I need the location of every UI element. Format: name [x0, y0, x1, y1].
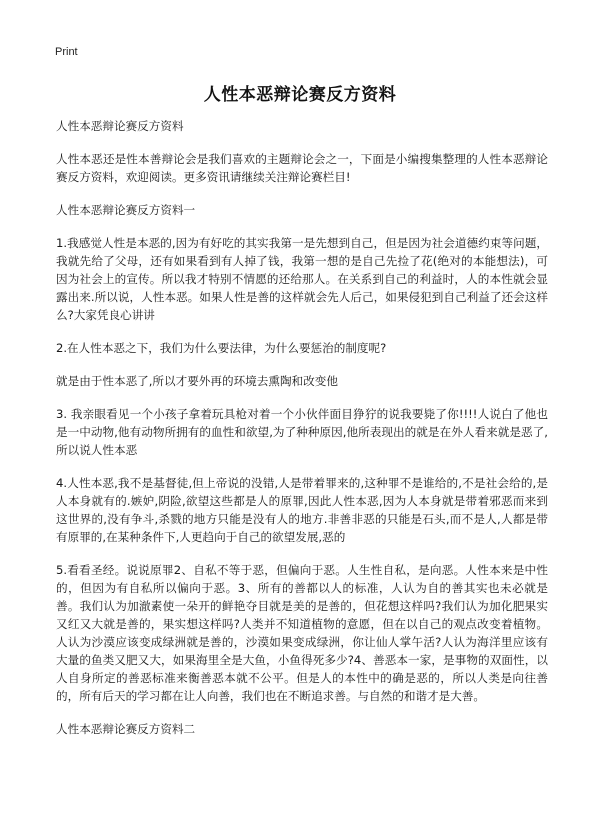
- argument-paragraph: 1.我感觉人性是本恶的,因为有好吃的其实我第一是先想到自己，但是因为社会道德约束等问题，我就先给了父母，还有如果看到有人掉了钱，我第一想的是自己先捡了花(绝对的本能想法)，可因为社会上的宣传。所以我才特别不情愿的还给那人。在关系到自己的利益时，人的本性就会显露出来.所以说，人性本恶。如果人性是善的这样就会先人后己，如果侵犯到自己利益了还会这样么?大家凭良心讲讲: [56, 236, 548, 322]
- argument-paragraph: 4.人性本恶,我不是基督徒,但上帝说的没错,人是带着罪来的,这种罪不是谁给的,不是社会给的,是人本身就有的.嫉妒,阴险,欲望这些都是人的原罪,因此人性本恶,因为人本身就是带着邪恶而来到这世界的,没有争斗,杀戮的地方只能是没有人的地方.非善非恶的只能是石头,而不是人,人都是带有原罪的,在某种条件下,人更趋向于自己的欲望发展,恶的: [56, 476, 548, 544]
- section-heading: 人性本恶辩论赛反方资料: [56, 119, 184, 133]
- print-label[interactable]: Print: [55, 46, 78, 58]
- argument-paragraph: 3. 我亲眼看见一个小孩子拿着玩具枪对着一个小伙伴面目狰狞的说我要毙了你!!!!人说白了他也是一中动物,他有动物所拥有的血性和欲望,为了种种原因,他所表现出的就是在外人看来就是恶了,所以说人性本恶: [56, 407, 548, 457]
- argument-paragraph: 5.看看圣经。说说原罪2、自私不等于恶，但偏向于恶。人生性自私，是向恶。人性本来是中性的，但因为有自私所以偏向于恶。3、所有的善都以人的标准，人认为自的善其实也未必就是善。我们认为加澈素使一朵开的鲜艳夺目就是美的是善的，但花想这样吗?我们认为加化肥果实又红又大就是善的，果实想这样吗?人类并不知道植物的意愿，但在以自己的观点改变着植物。人认为沙漠应该变成绿洲就是善的，沙漠如果变成绿洲，你让仙人掌午活?人认为海洋里应该有大量的鱼类又肥又大，如果海里全是大鱼，小鱼得死多少?4、善恶本一家，是事物的双面性，以人自身所定的善恶标准来衡善恶本就不公平。但是人的本性中的确是恶的，所以人类是向往善的，所有后天的学习都在让人向善，我们也在不断追求善。与自然的和谐才是大善。: [56, 563, 548, 703]
- document-title: 人性本恶辩论赛反方资料: [203, 85, 397, 105]
- section-heading: 人性本恶辩论赛反方资料一: [56, 203, 196, 217]
- document-body: [56, 117, 548, 753]
- argument-paragraph: 2.在人性本恶之下，我们为什么要法律，为什么要惩治的制度呢?: [56, 341, 387, 355]
- section-heading: 人性本恶辩论赛反方资料二: [56, 722, 196, 736]
- intro-paragraph: 人性本恶还是性本善辩论会是我们喜欢的主题辩论会之一，下面是小编搜集整理的人性本恶辩论赛反方资料，欢迎阅读。更多资讯请继续关注辩论赛栏目!: [56, 152, 548, 184]
- argument-paragraph: 就是由于性本恶了,所以才要外再的环境去熏陶和改变他: [56, 374, 338, 388]
